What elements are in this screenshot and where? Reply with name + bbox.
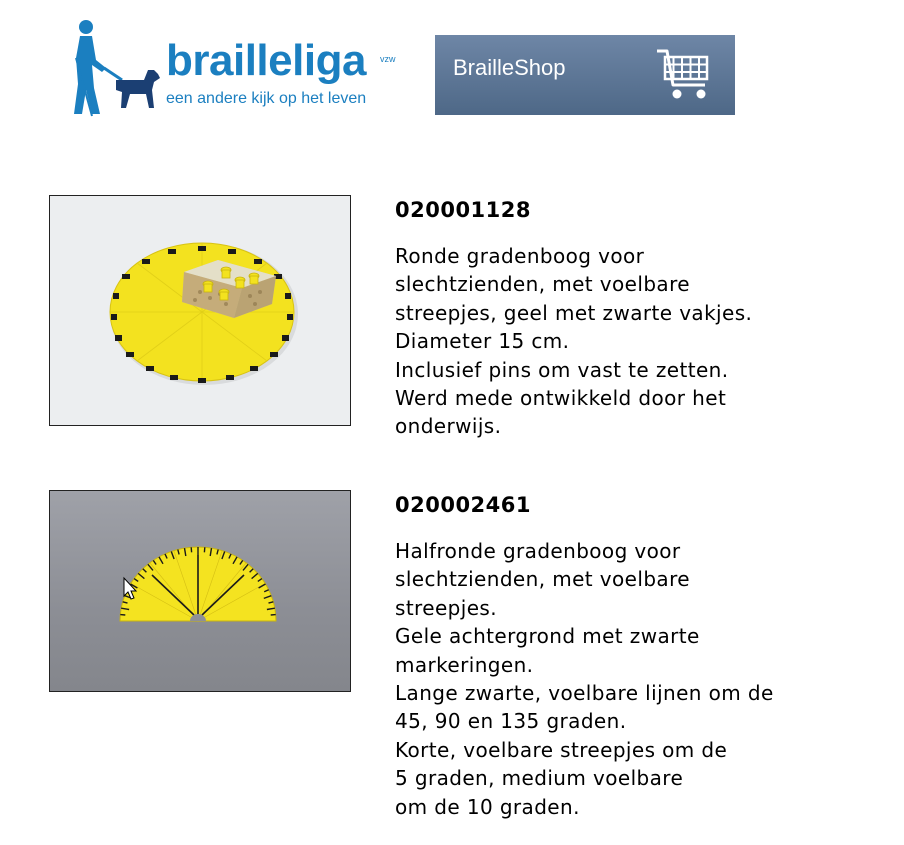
brailleliga-logo[interactable] <box>70 18 410 118</box>
description-line: Gele achtergrond met zwarte <box>395 624 700 649</box>
product-description <box>395 242 875 441</box>
half-round-yellow-protractor-photo[interactable] <box>49 490 351 692</box>
description-line: Werd mede ontwikkeld door het <box>395 386 727 411</box>
half-round-protractor-image <box>50 491 350 691</box>
description-line: Inclusief pins om vast te zetten. <box>395 357 729 382</box>
logo-vzw-suffix: vzw <box>380 54 396 64</box>
description-line: streepjes, geel met zwarte vakjes. <box>395 300 753 325</box>
person-with-guide-dog-logo-icon <box>70 18 162 118</box>
logo-wordmark: brailleliga <box>166 36 366 85</box>
description-line: Lange zwarte, voelbare lijnen om de <box>395 681 774 706</box>
description-line: Ronde gradenboog voor <box>395 244 645 268</box>
description-line: Halfronde gradenboog voor <box>395 539 681 563</box>
description-line: streepjes. <box>395 595 497 620</box>
product-item <box>0 490 904 830</box>
product-item <box>0 195 904 455</box>
product-description <box>395 537 875 821</box>
description-line: 45, 90 en 135 graden. <box>395 709 627 734</box>
brailleshop-button[interactable] <box>435 35 735 115</box>
round-protractor-image <box>50 196 350 425</box>
product-code: 020001128 <box>395 198 532 222</box>
description-line: om de 10 graden. <box>395 794 580 819</box>
description-line: slechtzienden, met voelbare <box>395 567 690 592</box>
description-line: slechtzienden, met voelbare <box>395 272 690 297</box>
logo-tagline: een andere kijk op het leven <box>166 90 367 107</box>
product-code: 020002461 <box>395 493 532 517</box>
description-line: Korte, voelbare streepjes om de <box>395 737 728 762</box>
description-line: 5 graden, medium voelbare <box>395 766 684 791</box>
shopping-cart-icon <box>655 47 713 103</box>
description-line: Diameter 15 cm. <box>395 329 570 354</box>
brailleshop-label: BrailleShop <box>453 55 566 80</box>
round-yellow-protractor-photo[interactable] <box>49 195 351 426</box>
description-line: onderwijs. <box>395 414 502 439</box>
description-line: markeringen. <box>395 652 534 677</box>
